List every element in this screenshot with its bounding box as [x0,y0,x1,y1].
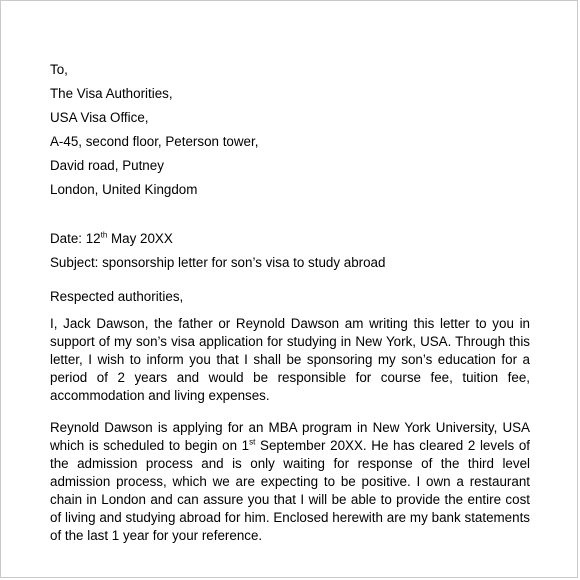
letter-body [50,58,530,545]
letter-date [50,227,530,251]
paragraph-2 [50,419,530,545]
date-suffix: May 20XX [107,231,173,246]
paragraph-1: I, Jack Dawson, the father or Reynold Dawson am writing this letter to you in support of my son’s visa application for studying in New York, USA. Through this letter, I wish to inform you that I shall be sponsoring my son’s education for a period of 2 years and would be responsible for course fee, tuition fee, accommodation and living expenses. [50,316,530,403]
date-ordinal: th [100,230,108,240]
address-line: David road, Putney [50,158,164,173]
date-prefix: Date: 12 [50,231,101,246]
salutation: Respected authorities, [50,289,184,304]
recipient-address [50,58,530,202]
address-line: London, United Kingdom [50,182,198,197]
paragraph-2-start: Reynold Dawson is applying for an MBA program in New York University, USA which is scheduled to begin on 1 [50,420,530,453]
address-line: USA Visa Office, [50,110,149,125]
address-line: To, [50,62,68,77]
paragraph-2-rest: September 20XX. He has cleared 2 levels of the admission process and is only waiting for response of the third level admission process, which we are expecting to be positive. I own a restaurant chain in London and can assure you that I will be able to provide the entire cost of living and studying abroad for him. Enclosed herewith are my bank statements of the last 1 year for your reference. [50,438,530,543]
letter-subject: Subject: sponsorship letter for son’s visa to study abroad [50,255,386,270]
address-line: The Visa Authorities, [50,86,173,101]
paragraph-2-ordinal: st [249,437,256,447]
address-line: A-45, second floor, Peterson tower, [50,134,259,149]
